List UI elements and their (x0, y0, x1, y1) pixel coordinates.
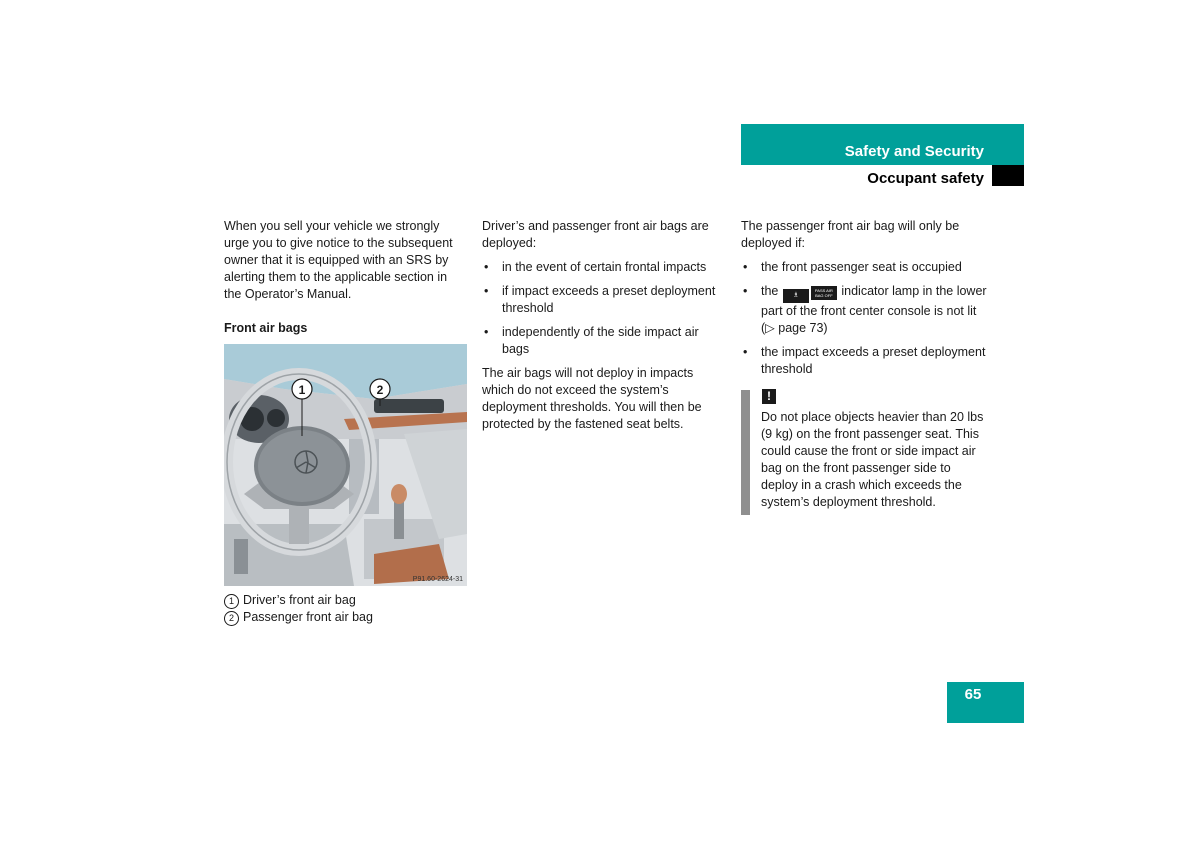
caption-1-text: Driver’s front air bag (243, 593, 356, 607)
deploy-conditions-list (482, 259, 728, 358)
indicator-pre: the (761, 284, 779, 298)
column-3 (741, 218, 987, 385)
caption-2 (224, 609, 373, 626)
passenger-conditions-list (741, 259, 987, 378)
page-number: 65 (964, 686, 982, 703)
figure-code: P91.60-2624-31 (412, 576, 463, 583)
figure-captions (224, 592, 373, 626)
caption-2-text: Passenger front air bag (243, 610, 373, 624)
section-title: Safety and Security (844, 143, 984, 160)
caption-1-number: 1 (224, 594, 239, 609)
list-item: • if impact exceeds a preset deployment threshold (482, 283, 728, 317)
deploy-outro: The air bags will not deploy in impacts which do not exceed the system’s deployment thresholds. You will then be protected by the fastened seat belts. (482, 366, 702, 431)
dashboard-illustration (224, 344, 467, 586)
warning-icon: ! (762, 389, 776, 404)
list-item: • in the event of certain frontal impacts (482, 259, 728, 276)
indicator-post: indicator lamp in the lower part of the front center console is not lit (▷ page 73) (761, 284, 987, 335)
column-1 (224, 218, 466, 337)
passenger-intro: The passenger front air bag will only be deployed if: (741, 219, 960, 250)
column-2 (482, 218, 728, 433)
list-item: • the impact exceeds a preset deployment threshold (741, 344, 987, 378)
list-item: • the front passenger seat is occupied (741, 259, 987, 276)
header-marker (992, 165, 1024, 186)
steering-wheel-figure (224, 344, 467, 586)
pass-airbag-off-indicator-icon: PASS AIR BAG OFF (811, 286, 837, 300)
deploy-intro: Driver’s and passenger front air bags are deployed: (482, 219, 709, 250)
callout-1-label: 1 (298, 383, 306, 397)
caption-1 (224, 592, 373, 609)
front-air-bags-heading: Front air bags (224, 321, 308, 335)
warning-text: Do not place objects heavier than 20 lbs (9 kg) on the front passenger seat. This could cause the front or side impact air bag on the front passenger side to deploy in a crash which exceeds the system’s deployment threshold. (761, 410, 984, 509)
section-subtitle: Occupant safety (867, 170, 984, 187)
seat-belt-airbag-icon: ♗ (783, 289, 809, 303)
list-item: • independently of the side impact air bags (482, 324, 728, 358)
callout-2-label: 2 (376, 383, 384, 397)
warning-bar (741, 390, 750, 515)
intro-paragraph: When you sell your vehicle we strongly urge you to give notice to the subsequent owner that it is equipped with an SRS by alerting them to the applicable section in the Operator’s Manual. (224, 219, 453, 301)
list-item-indicator (741, 283, 987, 337)
caption-2-number: 2 (224, 611, 239, 626)
